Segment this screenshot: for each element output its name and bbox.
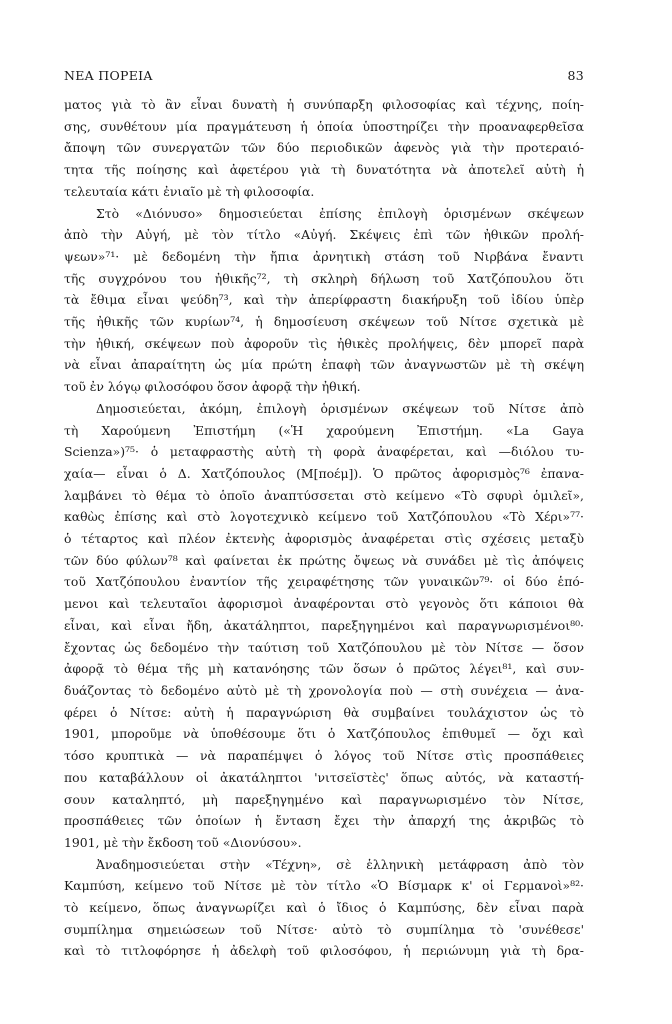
- text-line: τελευταία κάτι ἐνιαῖο μὲ τὴ φιλοσοφία.: [64, 183, 315, 199]
- text-line: τοῦ Χατζόπουλου ἐναντίον τῆς χειραφέτησης τῶν γυναικῶν⁷⁹· οἱ δύο ἑπό-: [64, 574, 584, 590]
- text-line: τὴν ἠθική, σκέψεων ποὺ ἀφοροῦν τὶς ἠθικὲς προλήψεις, δὲν μπορεῖ παρὰ: [64, 335, 584, 351]
- text-line: προσπάθειες τῶν ὁποίων ἡ ἔνταση ἔχει τὴν ἀπαρχή της ἀκριβῶς τὸ: [64, 813, 584, 829]
- text-line: χαία— εἶναι ὁ Δ. Χατζόπουλος (Μ[ποέμ]). Ὁ πρῶτος ἀφορισμὸς⁷⁶ ἐπανα-: [64, 465, 584, 481]
- text-line: τοῦ ἐν λόγῳ φιλοσόφου ὅσον ἀφορᾷ τὴν ἠθική.: [64, 379, 361, 395]
- text-line: ὁ τέταρτος καὶ πλέον ἐκτενὴς ἀφορισμὸς ἀναφέρεται στὶς σχέσεις μεταξὺ: [64, 531, 584, 547]
- text-line: 1901, μὲ τὴν ἔκδοση τοῦ «Διονύσου».: [64, 834, 302, 850]
- text-line: ψεων»⁷¹· μὲ δεδομένη τὴν ἤπια ἀρνητικὴ στάση τοῦ Νιρβάνα ἔναντι: [64, 248, 584, 264]
- text-line: ματος γιὰ τὸ ἂν εἶναι δυνατὴ ἡ συνύπαρξη φιλοσοφίας καὶ τέχνης, ποίη-: [64, 97, 584, 112]
- text-line: καὶ τὸ τιτλοφόρησε ἡ ἀδελφὴ τοῦ φιλοσόφου, ἡ περιώνυμη γιὰ τὴ δρα-: [64, 943, 584, 959]
- text-line: Scienza»)⁷⁵· ὁ μεταφραστὴς αὐτὴ τὴ φορὰ ἀναφέρεται, καὶ —διόλου τυ-: [64, 444, 584, 460]
- text-line: που καταβάλλουν οἱ ἀκατάληπτοι 'νιτσεϊστὲς' ὅπως αὐτός, νὰ καταστή-: [64, 769, 584, 785]
- text-line: δυάζοντας τὸ δεδομένο αὐτὸ μὲ τὴ χρονολογία ποὺ — στὴ συνέχεια — ἀνα-: [64, 682, 584, 698]
- text-line: ἀφορᾷ τὸ θέμα τῆς μὴ κατανόησης τῶν ὅσων ὁ πρῶτος λέγει⁸¹, καὶ συν-: [64, 661, 584, 677]
- text-line: τῶν δύο φύλων⁷⁸ καὶ φαίνεται ἐκ πρώτης ὄψεως νὰ συνάδει μὲ τὶς ἀπόψεις: [64, 552, 584, 568]
- text-line: τῆς συγχρόνου του ἠθικῆς⁷², τὴ σκληρὴ δήλωση τοῦ Χατζόπουλου ὅτι: [64, 270, 584, 286]
- text-line: τὴ Χαρούμενη Ἐπιστήμη («Ἡ χαρούμενη Ἐπιστήμη. «La Gaya: [64, 422, 584, 438]
- text-line: εἶναι, καὶ εἶναι ἤδη, ἀκατάληπτοι, παρεξηγημένοι καὶ παραγνωρισμένοι⁸⁰·: [64, 617, 584, 633]
- text-line: νὰ εἶναι ἀπαραίτητη ὡς μία πρώτη ἐπαφὴ τῶν ἀναγνωστῶν μὲ τὴ σκέψη: [64, 357, 584, 373]
- text-line: ἄποψη τῶν συνεργατῶν τῶν δύο περιοδικῶν ἀφενὸς γιὰ τὴν προτεραιό-: [64, 140, 584, 156]
- page-number: 83: [567, 68, 584, 83]
- text-line: λαμβάνει τὸ θέμα τὸ ὁποῖο ἀναπτύσσεται στὸ κείμενο «Τὸ σφυρὶ ὁμιλεῖ»,: [64, 487, 584, 503]
- text-line: τὸ κείμενο, ὅπως ἀναγνωρίζει καὶ ὁ ἴδιος ὁ Καμπύσης, δὲν εἶναι παρὰ: [64, 900, 584, 916]
- text-line: Στὸ «Διόνυσο» δημοσιεύεται ἐπίσης ἐπιλογὴ ὁρισμένων σκέψεων: [96, 205, 584, 221]
- text-line: φέρει ὁ Νίτσε: αὐτὴ ἡ παραγνώριση θὰ συμβαίνει τουλάχιστον ὡς τὸ: [64, 704, 584, 720]
- text-line: ἔχοντας ὡς δεδομένο τὴν ταύτιση τοῦ Χατζόπουλου μὲ τὸν Νίτσε — ὅσον: [64, 639, 584, 655]
- text-line: Ἀναδημοσιεύεται στὴν «Τέχνη», σὲ ἑλληνικὴ μετάφραση ἀπὸ τὸν: [96, 856, 584, 872]
- text-line: καθὼς ἐπίσης καὶ στὸ λογοτεχνικὸ κείμενο τοῦ Χατζόπουλου «Τὸ Χέρι»⁷⁷·: [64, 509, 584, 525]
- running-header: [64, 68, 584, 86]
- text-line: τητα τῆς ποίησης καὶ ἀφετέρου γιὰ τὴ δυνατότητα νὰ ἀποτελεῖ αὐτὴ ἡ: [64, 162, 584, 178]
- text-line: σης, συνθέτουν μία πραγμάτευση ἡ ὁποία ὑποστηρίζει τὴν προαναφερθεῖσα: [64, 118, 584, 134]
- text-line: σουν καταληπτό, μὴ παρεξηγημένο καὶ παραγνωρισμένο τὸν Νίτσε,: [64, 791, 584, 807]
- text-line: τόσο κρυπτικὰ — νὰ παραπέμψει ὁ λόγος τοῦ Νίτσε στὶς προσπάθειες: [64, 748, 584, 764]
- text-line: μενοι καὶ τελευταῖοι ἀφορισμοὶ ἀναφέρονται στὸ γεγονὸς ὅτι κάποιοι θὰ: [64, 596, 584, 612]
- text-line: ἀπὸ τὴν Αὐγή, μὲ τὸν τίτλο «Αὐγή. Σκέψεις ἐπὶ τῶν ἠθικῶν προλή-: [64, 227, 584, 243]
- text-line: τῆς ἠθικῆς τῶν κυρίων⁷⁴, ἡ δημοσίευση σκέψεων τοῦ Νίτσε σχετικὰ μὲ: [64, 314, 584, 330]
- text-line: 1901, μποροῦμε νὰ ὑποθέσουμε ὅτι ὁ Χατζόπουλος ἐπιθυμεῖ — ὄχι καὶ: [64, 726, 584, 742]
- running-title: ΝΕΑ ΠΟΡΕΙΑ: [64, 68, 153, 83]
- text-line: συμπίλημα σημειώσεων τοῦ Νίτσε· αὐτὸ τὸ συμπίλημα τὸ 'συνέθεσε': [64, 921, 584, 937]
- text-line: Καμπύση, κείμενο τοῦ Νίτσε μὲ τὸν τίτλο «Ὁ Βίσμαρκ κ' οἱ Γερμανοὶ»⁸²·: [64, 878, 584, 894]
- text-line: Δημοσιεύεται, ἀκόμη, ἐπιλογὴ ὁρισμένων σκέψεων τοῦ Νίτσε ἀπὸ: [96, 400, 584, 416]
- body-text: [64, 94, 584, 962]
- text-line: τὰ ἔθιμα εἶναι ψεύδη⁷³, καὶ τὴν ἀπερίφραστη διακήρυξη τοῦ ἰδίου ὑπὲρ: [64, 292, 584, 308]
